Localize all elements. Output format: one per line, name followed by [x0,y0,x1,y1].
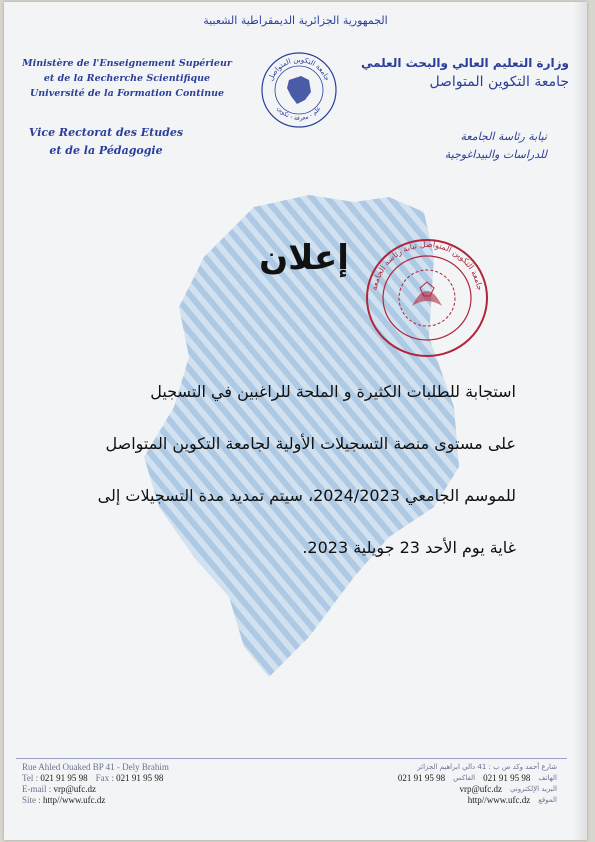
footer-fr-email-row [22,784,242,795]
page-shadow [573,2,587,840]
footer-fr-site-row [22,795,242,806]
footer-fr-email-label: E-mail : [22,784,52,794]
footer-fr-address: Rue Ahled Ouaked BP 41 - Dely Brahim [22,762,169,772]
fr-ministry-line-1: Ministère de l'Enseignement Supérieur [22,58,232,69]
fr-vice-rectorat [26,124,186,160]
footer-fr-email[interactable]: vrp@ufc.dz [53,784,97,794]
university-logo [259,50,339,130]
footer-fr-contact [22,762,242,806]
document-page [4,2,587,840]
ar-university-name: جامعة التكوين المتواصل [429,74,569,90]
footer-ar-fax: 021 91 95 98 [397,773,446,783]
announcement-line-2: على مستوى منصة التسجيلات الأولية لجامعة التكوين المتواصل [105,434,516,453]
logo-text-top: جامعة التكوين المتواصل [266,55,332,82]
footer-ar-phone-row [337,773,557,784]
announcement-body [54,366,516,574]
fr-ministry-line-3: Université de la Formation Continue [29,88,225,99]
ar-ministry-block [359,56,569,90]
footer-fr-phone-row [22,773,242,784]
footer-fr-tel: 021 91 95 98 [40,773,88,783]
footer-ar-tel-label: الهاتف [538,774,557,782]
footer-ar-site-label: الموقع [538,796,557,804]
announcement-line-4: غاية يوم الأحد 23 جويلية 2023. [302,538,516,557]
footer-ar-address: شارع أحمد وكد ص ب : 41 دالي ابراهيم الجزائر [417,763,557,771]
footer-ar-email-label: البريد الإلكتروني [510,785,557,793]
footer-fr-tel-label: Tel : [22,773,39,783]
footer-ar-tel: 021 91 95 98 [483,773,531,783]
fr-ministry-block [22,56,232,101]
logo-text-bottom: علم - معرفة - تكوين [275,105,323,123]
svg-text:جامعة التكوين المتواصل نيابة ر [370,240,485,291]
stamp-ring-text: جامعة التكوين المتواصل نيابة رئاسة الجامعة [369,239,485,292]
footer-fr-site[interactable]: http//www.ufc.dz [43,795,106,805]
footer-divider [16,758,567,759]
footer-ar-site-row [337,795,557,806]
footer-ar-email-row [337,784,557,795]
footer-ar-fax-label: الفاكس [453,774,476,782]
footer-ar-site[interactable]: http//www.ufc.dz [467,795,531,805]
fr-ministry-line-2: et de la Recherche Scientifique [43,73,211,84]
announcement-line-3: للموسم الجامعي 2024/2023، سيتم تمديد مدة التسجيلات إلى [97,486,516,505]
ar-vice-rectorat [397,128,547,164]
fr-vice-line-1: Vice Rectorat des Etudes [28,126,184,139]
footer-ar-email[interactable]: vrp@ufc.dz [459,784,503,794]
ar-ministry-name: وزارة التعليم العالي والبحث العلمي [360,56,569,70]
announcement-line-1: استجابة للطلبات الكثيرة و الملحة للراغبين في التسجيل [150,382,516,401]
fr-vice-line-2: et de la Pédagogie [49,144,163,157]
footer-fr-site-label: Site : [22,795,41,805]
official-stamp [362,236,492,361]
footer-fr-fax: 021 91 95 98 [116,773,164,783]
ar-vice-line-2: للدراسات والبيداغوجية [444,148,547,161]
footer-fr-fax-label: Fax : [95,773,114,783]
footer-ar-contact [337,762,557,806]
republic-heading: الجمهورية الجزائرية الديمقراطية الشعبية [203,14,388,27]
ar-vice-line-1: نيابة رئاسة الجامعة [460,130,547,143]
announcement-title: إعلان [259,238,349,278]
